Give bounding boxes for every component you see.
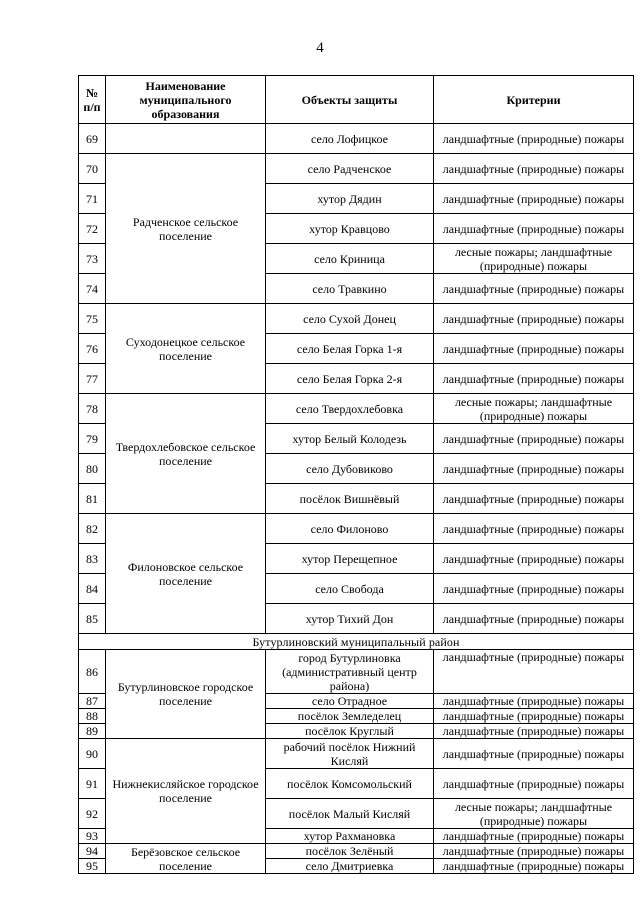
row-number: 83 [79, 544, 106, 574]
header-objects: Объекты защиты [266, 76, 434, 124]
criteria-cell: ландшафтные (природные) пожары [434, 709, 634, 724]
criteria-cell: ландшафтные (природные) пожары [434, 274, 634, 304]
page-number: 4 [316, 40, 324, 56]
region-title: Бутурлиновский муниципальный район [79, 634, 634, 650]
criteria-cell: ландшафтные (природные) пожары [434, 334, 634, 364]
municipality-cell: Филоновское сельское поселение [106, 514, 266, 634]
row-number: 78 [79, 394, 106, 424]
table-row [79, 394, 634, 424]
object-cell: посёлок Круглый [266, 724, 434, 739]
object-cell: село Радченское [266, 154, 434, 184]
criteria-cell: лесные пожары; ландшафтные (природные) пожары [434, 244, 634, 274]
criteria-cell: ландшафтные (природные) пожары [434, 694, 634, 709]
object-cell: посёлок Вишнёвый [266, 484, 434, 514]
object-cell: село Свобода [266, 574, 434, 604]
table-row [79, 844, 634, 859]
object-cell: хутор Белый Колодезь [266, 424, 434, 454]
row-number: 92 [79, 799, 106, 829]
row-number: 91 [79, 769, 106, 799]
municipality-cell: Берёзовское сельское поселение [106, 844, 266, 874]
table-row [79, 650, 634, 694]
criteria-cell: ландшафтные (природные) пожары [434, 739, 634, 769]
criteria-cell: ландшафтные (природные) пожары [434, 484, 634, 514]
object-cell: хутор Дядин [266, 184, 434, 214]
row-number: 94 [79, 844, 106, 859]
object-cell: посёлок Земледелец [266, 709, 434, 724]
municipality-cell: Суходонецкое сельское поселение [106, 304, 266, 394]
object-cell: село Отрадное [266, 694, 434, 709]
criteria-cell: ландшафтные (природные) пожары [434, 724, 634, 739]
header-municipality: Наименование муниципального образования [106, 76, 266, 124]
table-row [79, 739, 634, 769]
criteria-cell: ландшафтные (природные) пожары [434, 769, 634, 799]
object-cell: хутор Перещепное [266, 544, 434, 574]
row-number: 72 [79, 214, 106, 244]
row-number: 95 [79, 859, 106, 874]
region-row [79, 634, 634, 650]
row-number: 70 [79, 154, 106, 184]
object-cell: хутор Тихий Дон [266, 604, 434, 634]
row-number: 86 [79, 650, 106, 694]
object-cell: город Бутурлиновка (административный центр района) [266, 650, 434, 694]
row-number: 69 [79, 124, 106, 154]
object-cell: село Дубовиково [266, 454, 434, 484]
criteria-cell: ландшафтные (природные) пожары [434, 574, 634, 604]
table-row [79, 304, 634, 334]
row-number: 89 [79, 724, 106, 739]
table-row [79, 124, 634, 154]
object-cell: село Травкино [266, 274, 434, 304]
municipality-cell: Нижнекисляйское городское поселение [106, 739, 266, 844]
municipality-cell-empty [106, 124, 266, 154]
municipality-cell: Бутурлиновское городское поселение [106, 650, 266, 739]
criteria-cell: ландшафтные (природные) пожары [434, 154, 634, 184]
row-number: 88 [79, 709, 106, 724]
criteria-cell: ландшафтные (природные) пожары [434, 544, 634, 574]
criteria-cell: ландшафтные (природные) пожары [434, 844, 634, 859]
header-criteria: Критерии [434, 76, 634, 124]
object-cell: село Лофицкое [266, 124, 434, 154]
row-number: 76 [79, 334, 106, 364]
row-number: 87 [79, 694, 106, 709]
row-number: 82 [79, 514, 106, 544]
table-row [79, 154, 634, 184]
row-number: 80 [79, 454, 106, 484]
row-number: 85 [79, 604, 106, 634]
criteria-cell: ландшафтные (природные) пожары [434, 514, 634, 544]
criteria-cell: ландшафтные (природные) пожары [434, 364, 634, 394]
object-cell: село Филоново [266, 514, 434, 544]
row-number: 73 [79, 244, 106, 274]
object-cell: село Криница [266, 244, 434, 274]
criteria-cell: лесные пожары; ландшафтные (природные) пожары [434, 394, 634, 424]
row-number: 77 [79, 364, 106, 394]
row-number: 79 [79, 424, 106, 454]
municipality-cell: Радченское сельское поселение [106, 154, 266, 304]
row-number: 71 [79, 184, 106, 214]
criteria-cell: ландшафтные (природные) пожары [434, 859, 634, 874]
object-cell: село Белая Горка 2-я [266, 364, 434, 394]
criteria-cell: ландшафтные (природные) пожары [434, 304, 634, 334]
criteria-cell: ландшафтные (природные) пожары [434, 124, 634, 154]
object-cell: посёлок Комсомольский [266, 769, 434, 799]
object-cell: село Сухой Донец [266, 304, 434, 334]
object-cell: посёлок Малый Кисляй [266, 799, 434, 829]
row-number: 84 [79, 574, 106, 604]
object-cell: хутор Рахмановка [266, 829, 434, 844]
criteria-cell: ландшафтные (природные) пожары [434, 454, 634, 484]
table-header-row [79, 76, 634, 124]
object-cell: село Дмитриевка [266, 859, 434, 874]
criteria-cell: ландшафтные (природные) пожары [434, 604, 634, 634]
row-number: 93 [79, 829, 106, 844]
object-cell: село Твердохлебовка [266, 394, 434, 424]
header-num: № п/п [79, 76, 106, 124]
row-number: 90 [79, 739, 106, 769]
criteria-cell: лесные пожары; ландшафтные (природные) пожары [434, 799, 634, 829]
criteria-cell: ландшафтные (природные) пожары [434, 650, 634, 694]
criteria-cell: ландшафтные (природные) пожары [434, 424, 634, 454]
row-number: 74 [79, 274, 106, 304]
table-row [79, 514, 634, 544]
row-number: 81 [79, 484, 106, 514]
protection-objects-table [78, 75, 634, 874]
row-number: 75 [79, 304, 106, 334]
object-cell: село Белая Горка 1-я [266, 334, 434, 364]
object-cell: рабочий посёлок Нижний Кисляй [266, 739, 434, 769]
criteria-cell: ландшафтные (природные) пожары [434, 214, 634, 244]
object-cell: хутор Кравцово [266, 214, 434, 244]
criteria-cell: ландшафтные (природные) пожары [434, 829, 634, 844]
criteria-cell: ландшафтные (природные) пожары [434, 184, 634, 214]
object-cell: посёлок Зелёный [266, 844, 434, 859]
municipality-cell: Твердохлебовское сельское поселение [106, 394, 266, 514]
